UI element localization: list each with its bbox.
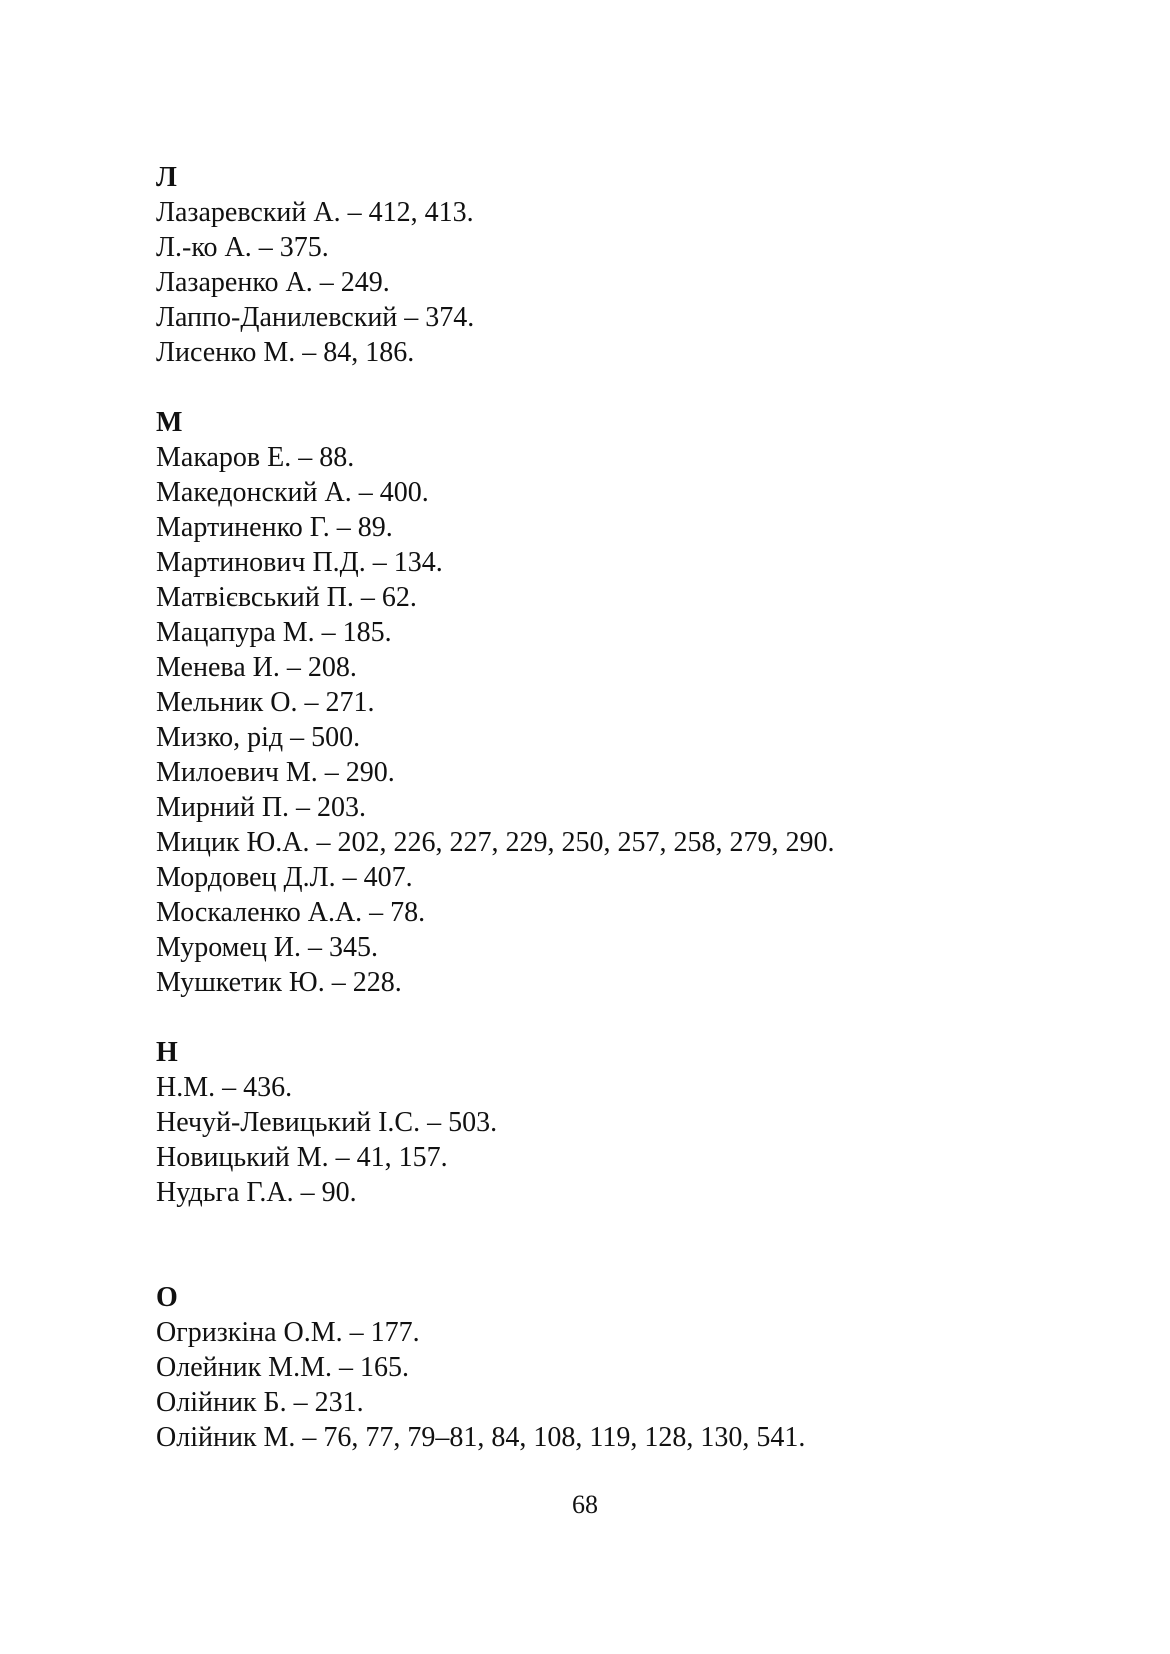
index-entry: Мацапура М. – 185. (156, 617, 392, 648)
index-entry: Македонский А. – 400. (156, 477, 429, 508)
index-entry: Нудьга Г.А. – 90. (156, 1177, 357, 1208)
page-number: 68 (572, 1490, 598, 1519)
index-entry: Менева И. – 208. (156, 652, 357, 683)
index-entry: Мартиненко Г. – 89. (156, 512, 393, 543)
index-entry: Мельник О. – 271. (156, 687, 375, 718)
index-entry: Лазаренко А. – 249. (156, 267, 390, 298)
section-letter: Л (156, 162, 177, 193)
index-entry: Мизко, рід – 500. (156, 722, 361, 753)
index-section-o (156, 1280, 1116, 1455)
index-section-m (156, 405, 1116, 1000)
section-gap (156, 1210, 1116, 1280)
section-gap (156, 1000, 1116, 1035)
section-gap (156, 370, 1116, 405)
index-entry: Мицик Ю.А. – 202, 226, 227, 229, 250, 257, 258, 279, 290. (156, 827, 835, 858)
index-section-l (156, 160, 1116, 370)
index-entry: Мушкетик Ю. – 228. (156, 967, 402, 998)
index-entry: Олейник М.М. – 165. (156, 1352, 409, 1383)
index-entry: Л.-ко А. – 375. (156, 232, 329, 263)
section-letter: О (156, 1282, 178, 1313)
section-letter: М (156, 407, 183, 438)
index-entry: Макаров Е. – 88. (156, 442, 355, 473)
name-index (156, 160, 1116, 1455)
index-entry: Муромец И. – 345. (156, 932, 379, 963)
index-entry: Мартинович П.Д. – 134. (156, 547, 443, 578)
index-entry: Мирний П. – 203. (156, 792, 367, 823)
index-entry: Олійник Б. – 231. (156, 1387, 364, 1418)
index-entry: Москаленко А.А. – 78. (156, 897, 426, 928)
index-entry: Милоевич М. – 290. (156, 757, 395, 788)
index-entry: Олійник М. – 76, 77, 79–81, 84, 108, 119, 128, 130, 541. (156, 1422, 806, 1453)
index-entry: Новицький М. – 41, 157. (156, 1142, 448, 1173)
index-entry: Огризкіна О.М. – 177. (156, 1317, 420, 1348)
section-letter: Н (156, 1037, 178, 1068)
index-entry: Лисенко М. – 84, 186. (156, 337, 415, 368)
index-entry: Н.М. – 436. (156, 1072, 293, 1103)
index-entry: Лазаревский А. – 412, 413. (156, 197, 474, 228)
index-entry: Лаппо-Данилевский – 374. (156, 302, 475, 333)
index-entry: Нечуй-Левицький І.С. – 503. (156, 1107, 498, 1138)
index-entry: Мордовец Д.Л. – 407. (156, 862, 413, 893)
index-entry: Матвієвський П. – 62. (156, 582, 417, 613)
index-section-n (156, 1035, 1116, 1210)
